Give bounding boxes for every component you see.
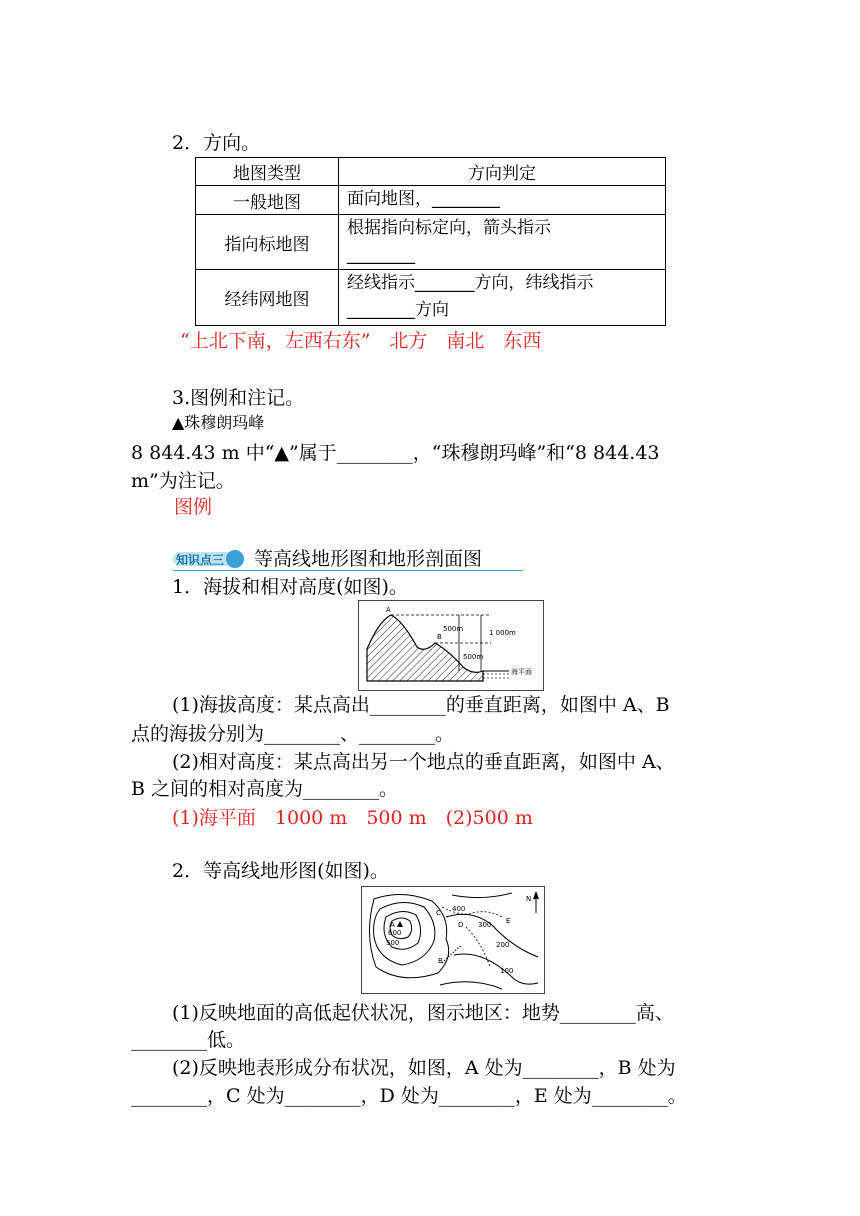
sea-level-label: 海平面	[511, 668, 532, 676]
answer-direction: “上北下南，左西右东” 北方 南北 东西	[180, 330, 542, 352]
table-cell-type: 经纬网地图	[196, 270, 339, 326]
point-label-b: B	[438, 957, 443, 965]
contour-map-figure	[361, 886, 545, 994]
section-title-legend: 3.图例和注记。	[172, 387, 305, 409]
contour-label-100: 100	[500, 967, 514, 975]
direction-table	[195, 157, 666, 326]
elevation-diagram	[359, 601, 543, 690]
table-row	[196, 186, 666, 215]
point-label-b: B	[437, 633, 442, 641]
contour-label-500: 500	[386, 939, 400, 947]
subsection-title-elevation: 1．海拔和相对高度(如图)。	[172, 576, 408, 598]
table-row	[196, 270, 666, 326]
point-label-c: C	[436, 909, 441, 917]
legend-text-line2: m”为注记。	[131, 470, 235, 492]
elevation-figure	[358, 600, 544, 691]
table-row	[196, 215, 666, 270]
p1-line2: 点的海拔分别为________、________。	[131, 723, 455, 745]
legend-example: ▲珠穆朗玛峰	[172, 413, 265, 432]
knowledge-point-badge	[173, 549, 246, 569]
height-label-1000: 1 000m	[489, 629, 516, 637]
answer-height: (1)海平面 1000 m 500 m (2)500 m	[172, 807, 533, 829]
contour-label-300: 300	[478, 921, 492, 929]
table-cell-desc-line1: 经线指示_______方向，纬线指示	[347, 273, 594, 293]
point-label-e: E	[506, 917, 511, 925]
height-label-500-upper: 500m	[443, 625, 464, 633]
height-label-500-lower: 500m	[463, 653, 484, 661]
table-cell-desc: 面向地图，________	[339, 186, 666, 215]
contour-map	[362, 887, 544, 993]
q2-line1: (2)反映地表形成分布状况，如图，A 处为________，B 处为	[172, 1057, 676, 1079]
section-title-direction: 2．方向。	[172, 132, 261, 154]
p2-line1: (2)相对高度：某点高出另一个地点的垂直距离，如图中 A、	[172, 751, 675, 773]
q1-line1: (1)反映地面的高低起伏状况，图示地区：地势________高、	[172, 1002, 674, 1024]
table-header-row	[196, 158, 666, 186]
north-label: N	[526, 895, 532, 903]
point-label-a: A	[390, 921, 395, 929]
point-label-a: A	[386, 606, 391, 614]
p2-line2: B 之间的相对高度为________。	[131, 778, 399, 800]
contour-label-200: 200	[496, 941, 510, 949]
badge-label: 知识点三	[176, 553, 225, 567]
answer-legend: 图例	[174, 496, 213, 518]
table-header: 方向判定	[339, 158, 666, 186]
table-cell-desc-line2: ________	[347, 245, 415, 265]
table-cell-desc	[339, 215, 666, 270]
table-header: 地图类型	[196, 158, 339, 186]
table-cell-desc-line1: 根据指向标定向，箭头指示	[347, 218, 551, 238]
table-cell-type: 指向标地图	[196, 215, 339, 270]
knowledge-title: 等高线地形图和地形剖面图	[254, 548, 483, 570]
table-cell-desc	[339, 270, 666, 326]
p1-line1: (1)海拔高度：某点高出________的垂直距离，如图中 A、B	[172, 694, 670, 716]
contour-label-400: 400	[452, 905, 466, 913]
q2-line2: ________，C 处为________，D 处为________，E 处为________。	[131, 1085, 687, 1107]
table-cell-desc-line2: ________方向	[347, 300, 449, 320]
table-cell-type: 一般地图	[196, 186, 339, 215]
legend-text-line1: 8 844.43 m 中“▲”属于________，“珠穆朗玛峰”和“8 844.43	[131, 442, 660, 464]
point-label-d: D	[458, 921, 464, 929]
q1-line2: ________低。	[131, 1029, 246, 1051]
title-underline	[173, 570, 523, 571]
subsection-title-contour: 2．等高线地形图(如图)。	[172, 860, 389, 882]
contour-label-600: 600	[388, 929, 402, 937]
